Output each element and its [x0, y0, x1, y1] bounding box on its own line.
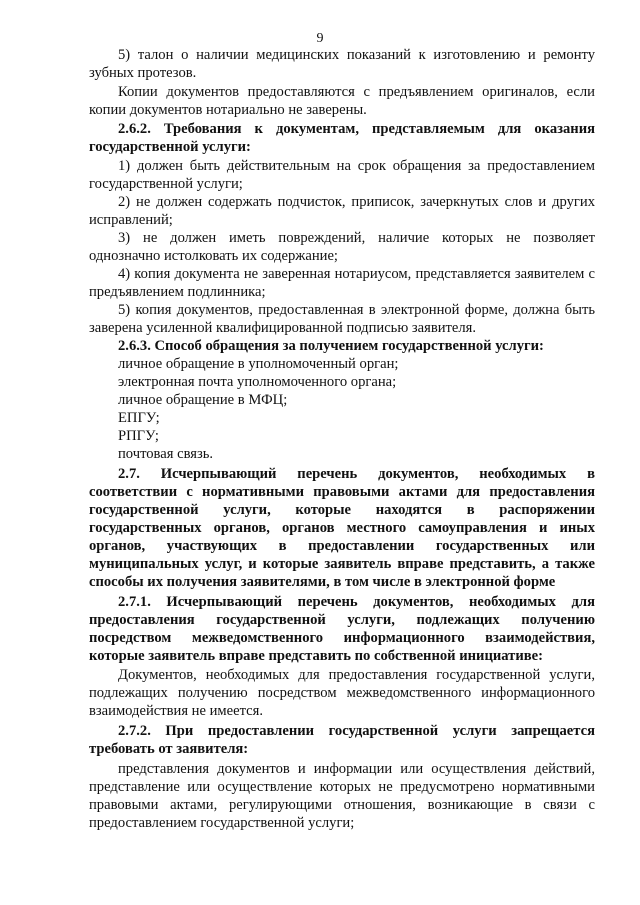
document-body: [89, 46, 595, 832]
paragraph: 5) копия документов, предоставленная в электронной форме, должна быть заверена усиленной квалифицированной подписью заявителя.: [89, 302, 595, 336]
list-item: ЕПГУ;: [118, 410, 160, 426]
paragraph: Документов, необходимых для предоставления государственной услуги, подлежащих получению посредством межведомственного информационного взаимодействия не имеется.: [89, 667, 595, 719]
list-item: РПГУ;: [118, 428, 159, 444]
paragraph: представления документов и информации или осуществления действий, представление или осуществление которых не предусмотрено нормативными правовыми актами, регулирующими отношения, возникающие в связи с предоставлением государственной услуги;: [89, 761, 595, 831]
list-item: почтовая связь.: [118, 446, 214, 462]
section-heading: 2.7.2. При предоставлении государственной услуги запрещается требовать от заявителя:: [89, 723, 595, 757]
list-item: личное обращение в уполномоченный орган;: [118, 356, 399, 372]
paragraph: 5) талон о наличии медицинских показаний к изготовлению и ремонту зубных протезов.: [89, 47, 595, 81]
page-number: 9: [316, 31, 324, 46]
list-item: личное обращение в МФЦ;: [118, 392, 288, 408]
section-heading: 2.6.3. Способ обращения за получением государственной услуги:: [118, 338, 544, 354]
paragraph: 4) копия документа не заверенная нотариусом, представляется заявителем с предъявлением подлинника;: [89, 266, 595, 300]
paragraph: Копии документов предоставляются с предъявлением оригиналов, если копии документов нотариально не заверены.: [89, 84, 595, 118]
paragraph: 3) не должен иметь повреждений, наличие которых не позволяет однозначно истолковать их содержание;: [89, 230, 595, 264]
section-heading: 2.6.2. Требования к документам, представляемым для оказания государственной услуги:: [89, 121, 595, 155]
paragraph: 2) не должен содержать подчисток, приписок, зачеркнутых слов и других исправлений;: [89, 194, 595, 228]
list-item: электронная почта уполномоченного органа;: [118, 374, 397, 390]
paragraph: 1) должен быть действительным на срок обращения за предоставлением государственной услуги;: [89, 158, 595, 192]
section-heading: 2.7. Исчерпывающий перечень документов, необходимых в соответствии с нормативными правовыми актами для предоставления государственной услуги, которые находятся в распоряжении государственных органов, органов местного самоуправления и иных органов, участвующих в предоставлении государственных или муниципальных услуг, и которые заявитель вправе представить, а также способы их получения заявителями, в том числе в электронной форме: [89, 466, 595, 590]
section-heading: 2.7.1. Исчерпывающий перечень документов, необходимых для предоставления государственной услуги, подлежащих получению посредством межведомственного информационного взаимодействия, которые заявитель вправе представить по собственной инициативе:: [89, 594, 595, 664]
